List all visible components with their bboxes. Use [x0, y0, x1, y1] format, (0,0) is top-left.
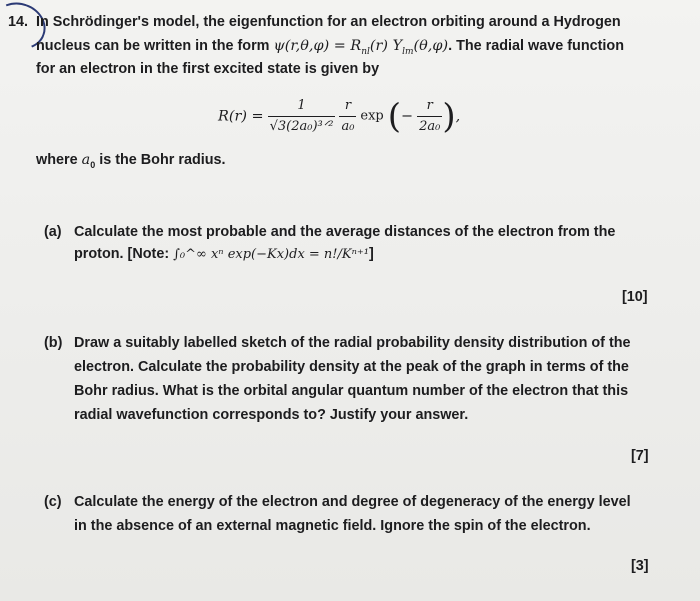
- equation-fraction-3: [417, 96, 442, 137]
- part-a-note-close: ]: [368, 246, 374, 262]
- part-b-line-3: Bohr radius. What is the orbital angular quantum number of the electron that this: [74, 383, 629, 399]
- fraction-1-denominator: √3(2a₀)³ᐟ²: [269, 119, 334, 134]
- fraction-3-denominator: 2a₀: [419, 119, 441, 134]
- fraction-2-denominator: a₀: [341, 119, 355, 134]
- wavefunction-sub-lm: lm: [402, 46, 414, 57]
- equation-open-paren: (: [387, 96, 402, 137]
- wavefunction-math-3: (θ,φ): [413, 38, 449, 54]
- part-c-line-2: in the absence of an external magnetic field. Ignore the spin of the electron.: [74, 518, 591, 534]
- intro-line-2: [36, 36, 624, 62]
- part-b-line-2: electron. Calculate the probability density at the peak of the graph in terms of the: [74, 359, 629, 375]
- equation-exp: exp: [360, 108, 384, 124]
- intro-line-3: for an electron in the first excited state is given by: [36, 61, 380, 77]
- integral-formula: ∫₀^∞ xⁿ exp(−Kx)dx = n!/Kⁿ⁺¹: [173, 247, 369, 262]
- equation-minus: −: [401, 108, 414, 125]
- part-a-marks: [10]: [622, 289, 648, 305]
- part-c-label: (c): [44, 494, 62, 510]
- part-a-line-2: [74, 244, 374, 265]
- part-c-marks: [3]: [631, 558, 649, 574]
- question-number: 14.: [8, 14, 29, 30]
- where-text-b: is the Bohr radius.: [95, 152, 226, 168]
- fraction-1-numerator: 1: [268, 96, 336, 117]
- wavefunction-math-1: ψ(r,θ,φ) = R: [273, 38, 362, 54]
- part-a-label: (a): [44, 224, 62, 240]
- part-b-label: (b): [44, 335, 63, 351]
- wavefunction-sub-nl: nl: [361, 46, 370, 57]
- part-b-line-4: radial wavefunction corresponds to? Justify your answer.: [74, 407, 469, 423]
- fraction-3-numerator: r: [417, 96, 442, 117]
- equation-trailing-comma: ,: [455, 108, 461, 125]
- part-c-line-1: Calculate the energy of the electron and degree of degeneracy of the energy level: [74, 494, 631, 510]
- bohr-radius-symbol: a: [81, 152, 91, 168]
- where-text-a: where: [36, 152, 82, 168]
- equation-close-paren: ): [442, 96, 456, 137]
- equation-fraction-2: [339, 96, 356, 137]
- part-b-line-1: Draw a suitably labelled sketch of the radial probability density distribution of the: [74, 335, 631, 351]
- radial-equation: [218, 96, 460, 137]
- where-line: [36, 150, 226, 175]
- part-a-line-1: Calculate the most probable and the average distances of the electron from the: [74, 224, 616, 240]
- wavefunction-math-2: (r) Y: [369, 38, 403, 54]
- intro-line-2-text-a: nucleus can be written in the form: [36, 38, 274, 54]
- wavefunction-expression: [273, 38, 449, 57]
- fraction-2-numerator: r: [339, 96, 356, 117]
- equation-fraction-1: [268, 96, 336, 137]
- part-a-note-text: proton. [Note:: [74, 246, 174, 262]
- bohr-radius-subscript: 0: [90, 159, 96, 170]
- intro-line-1: In Schrödinger's model, the eigenfunction for an electron orbiting around a Hydrogen: [36, 14, 621, 30]
- part-b-marks: [7]: [631, 448, 649, 464]
- intro-line-2-text-b: . The radial wave function: [448, 38, 624, 54]
- equation-lhs: R(r) =: [218, 108, 264, 125]
